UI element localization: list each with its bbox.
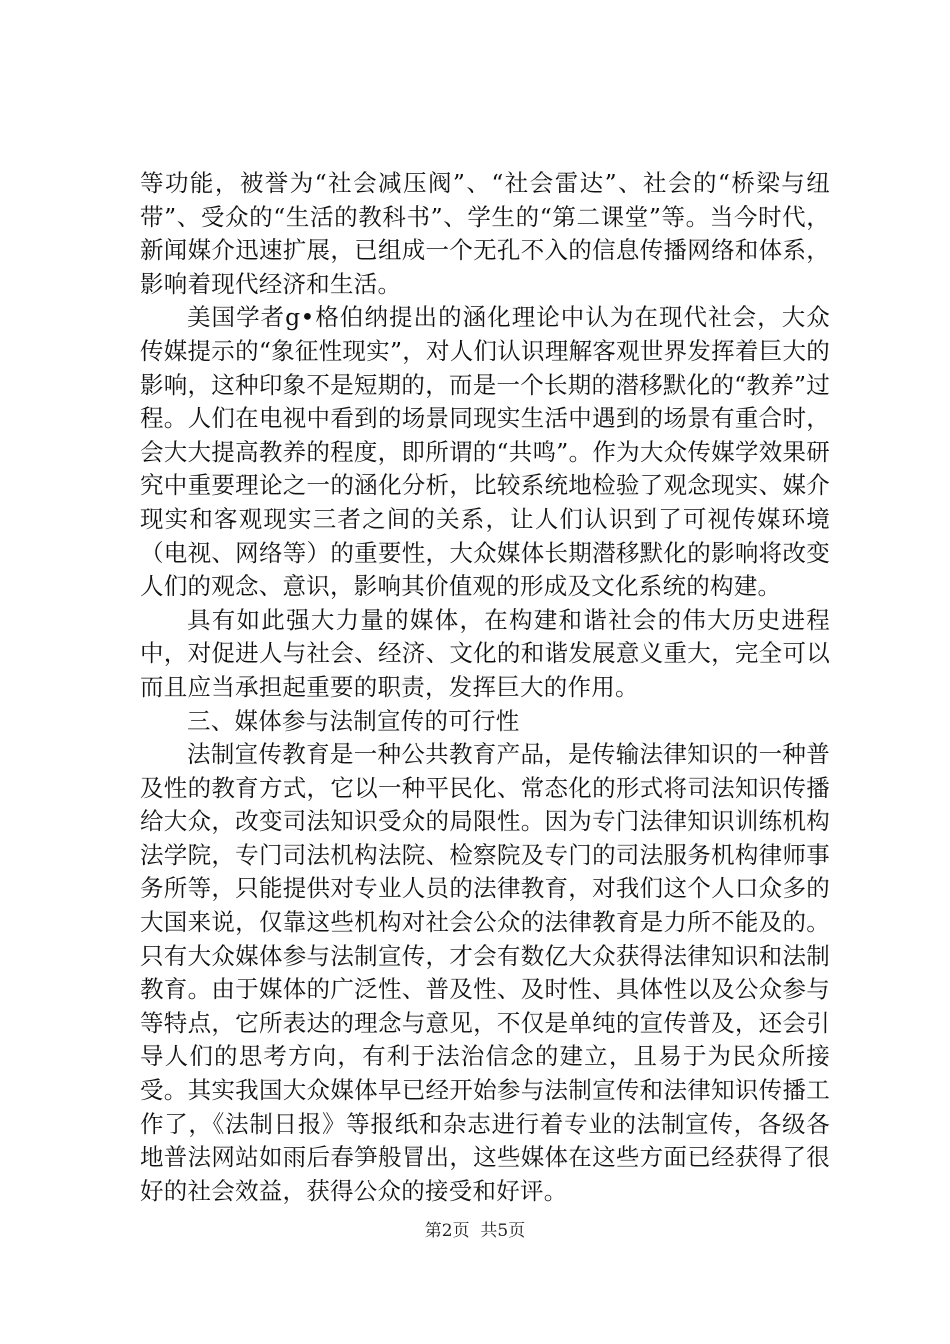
document-body bbox=[140, 167, 830, 1208]
paragraph-cultivation-theory: 美国学者g•格伯纳提出的涵化理论中认为在现代社会，大众传媒提示的“象征性现实”，对人们认识理解客观世界发挥着巨大的影响，这种印象不是短期的，而是一个长期的潜移默化的“教养”过程。人们在电视中看到的场景同现实生活中遇到的场景有重合时，会大大提高教养的程度，即所谓的“共鸣”。作为大众传媒学效果研究中重要理论之一的涵化分析，比较系统地检验了观念现实、媒介现实和客观现实三者之间的关系，让人们认识到了可视传媒环境（电视、网络等）的重要性，大众媒体长期潜移默化的影响将改变人们的观念、意识，影响其价值观的形成及文化系统的构建。 bbox=[140, 303, 830, 601]
paragraph-legal-education: 法制宣传教育是一种公共教育产品，是传输法律知识的一种普及性的教育方式，它以一种平民化、常态化的形式将司法知识传播给大众，改变司法知识受众的局限性。因为专门法律知识训练机构法学院，专门司法机构法院、检察院及专门的司法服务机构律师事务所等，只能提供对专业人员的法律教育，对我们这个人口众多的大国来说，仅靠这些机构对社会公众的法律教育是力所不能及的。只有大众媒体参与法制宣传，才会有数亿大众获得法律知识和法制教育。由于媒体的广泛性、普及性、及时性、具体性以及公众参与等特点，它所表达的理念与意见，不仅是单纯的宣传普及，还会引导人们的思考方向，有利于法治信念的建立，且易于为民众所接受。其实我国大众媒体早已经开始参与法制宣传和法律知识传播工作了，《法制日报》等报纸和杂志进行着专业的法制宣传，各级各地普法网站如雨后春笋般冒出，这些媒体在这些方面已经获得了很好的社会效益，获得公众的接受和好评。 bbox=[140, 740, 830, 1205]
paragraph-media-power: 具有如此强大力量的媒体，在构建和谐社会的伟大历史进程中，对促进人与社会、经济、文化的和谐发展意义重大，完全可以而且应当承担起重要的职责，发挥巨大的作用。 bbox=[140, 605, 830, 701]
section-heading: 三、媒体参与法制宣传的可行性 bbox=[187, 706, 520, 735]
page-number-label: 第2页 共5页 bbox=[424, 1221, 526, 1241]
page-footer bbox=[0, 1216, 950, 1241]
paragraph-continuation: 等功能，被誉为“社会减压阀”、“社会雷达”、社会的“桥梁与纽带”、受众的“生活的教科书”、学生的“第二课堂”等。当今时代，新闻媒介迅速扩展，已组成一个无孔不入的信息传播网络和体系，影响着现代经济和生活。 bbox=[140, 169, 830, 298]
